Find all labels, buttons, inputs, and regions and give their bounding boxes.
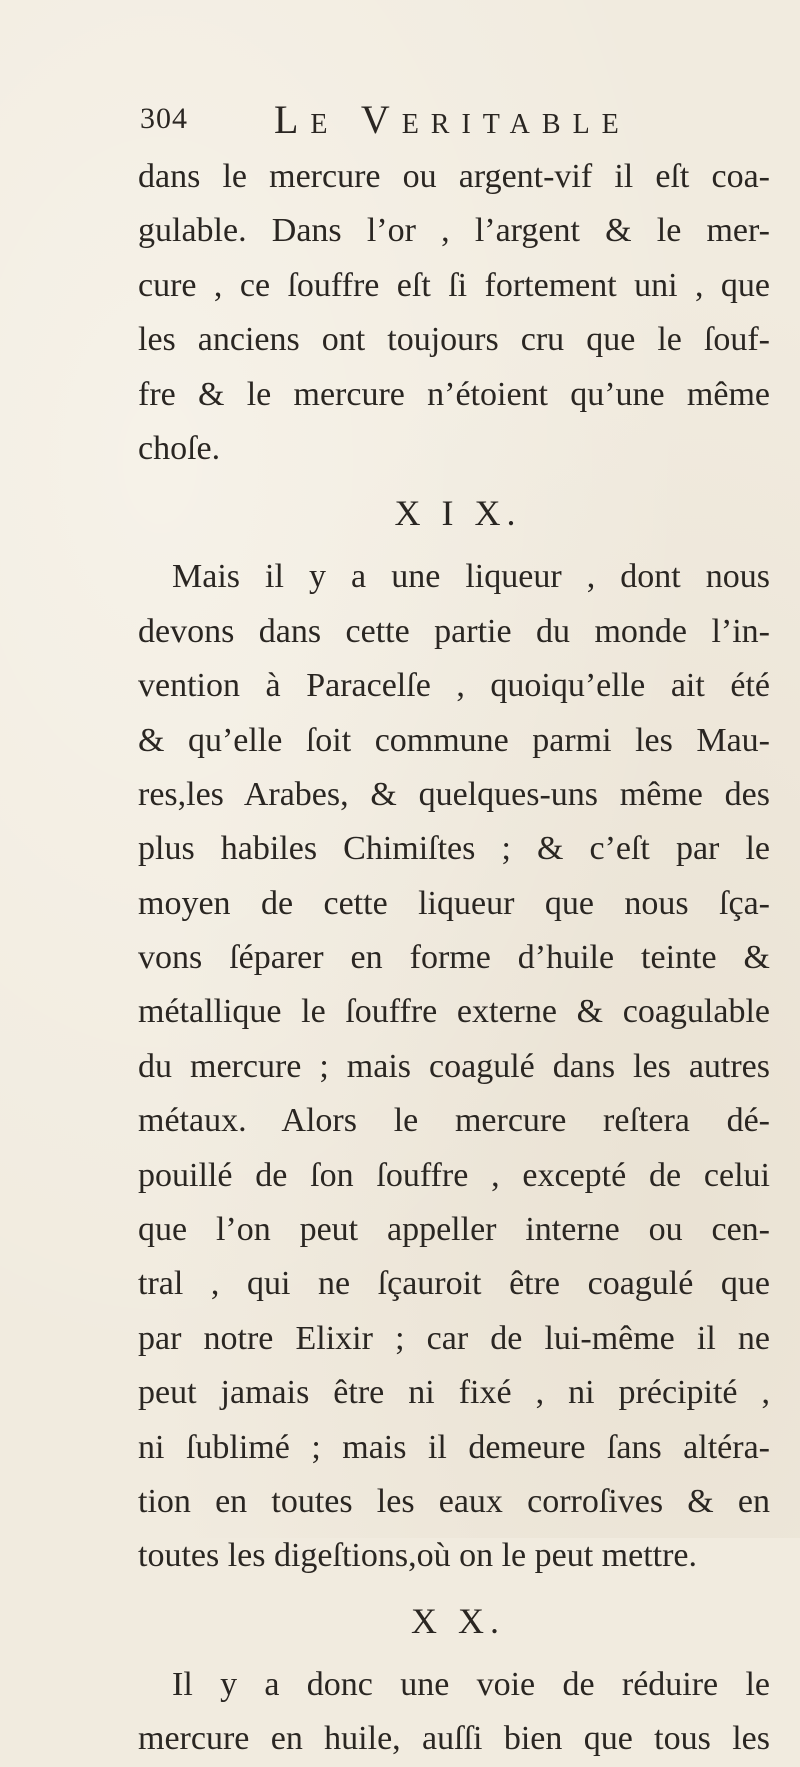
text-line: toutes les digeſtions,où on le peut mettre. [138, 1537, 698, 1575]
running-head: Le Veritable [274, 97, 631, 142]
text-line: par notre Elixir ; car de lui-même il ne [138, 1319, 770, 1357]
text-line: Mais il y a une liqueur , dont nous [172, 558, 770, 596]
section-heading: X I X. [394, 493, 522, 534]
text-line: vention à Paracelſe , quoiqu’elle ait été [138, 667, 770, 705]
text-line: & qu’elle ſoit commune parmi les Mau- [138, 721, 770, 759]
text-line: devons dans cette partie du monde l’in- [138, 612, 770, 650]
text-line: moyen de cette liqueur que nous ſça- [138, 884, 770, 922]
text-line: vons ſéparer en forme d’huile teinte & [138, 939, 770, 977]
text-line: tral , qui ne ſçauroit être coagulé que [138, 1265, 770, 1303]
text-line: dans le mercure ou argent-vif il eſt coa- [138, 158, 770, 195]
text-line: mercure en huile, auſſi bien que tous les [138, 1720, 770, 1758]
text-line: cure , ce ſouffre eſt ſi fortement uni , que [138, 266, 770, 304]
text-line: ni ſublimé ; mais il demeure ſans altéra- [138, 1428, 770, 1466]
section-heading: X X. [411, 1600, 505, 1641]
text-line: pouillé de ſon ſouffre , excepté de celui [138, 1156, 770, 1194]
page-number: 304 [140, 102, 188, 135]
text-line: plus habiles Chimiſtes ; & c’eſt par le [138, 830, 770, 868]
text-line: les anciens ont toujours cru que le ſouf- [138, 321, 770, 359]
text-line: choſe. [138, 429, 221, 467]
page-header [140, 96, 780, 146]
text-line: peut jamais être ni fixé , ni précipité , [138, 1374, 770, 1412]
text-line: res,les Arabes, & quelques-uns même des [138, 775, 770, 813]
text-line: Il y a donc une voie de réduire le [172, 1665, 770, 1703]
text-line: fre & le mercure n’étoient qu’une même [138, 375, 770, 413]
body-text [138, 150, 770, 1767]
text-line: que l’on peut appeller interne ou cen- [138, 1211, 770, 1249]
text-line: gulable. Dans l’or , l’argent & le mer- [138, 212, 770, 250]
text-line: du mercure ; mais coagulé dans les autres [138, 1047, 770, 1085]
text-line: métaux. Alors le mercure reſtera dé- [138, 1102, 770, 1140]
text-line: métallique le ſouffre externe & coagulable [138, 993, 770, 1031]
text-line: tion en toutes les eaux corroſives & en [138, 1482, 770, 1520]
